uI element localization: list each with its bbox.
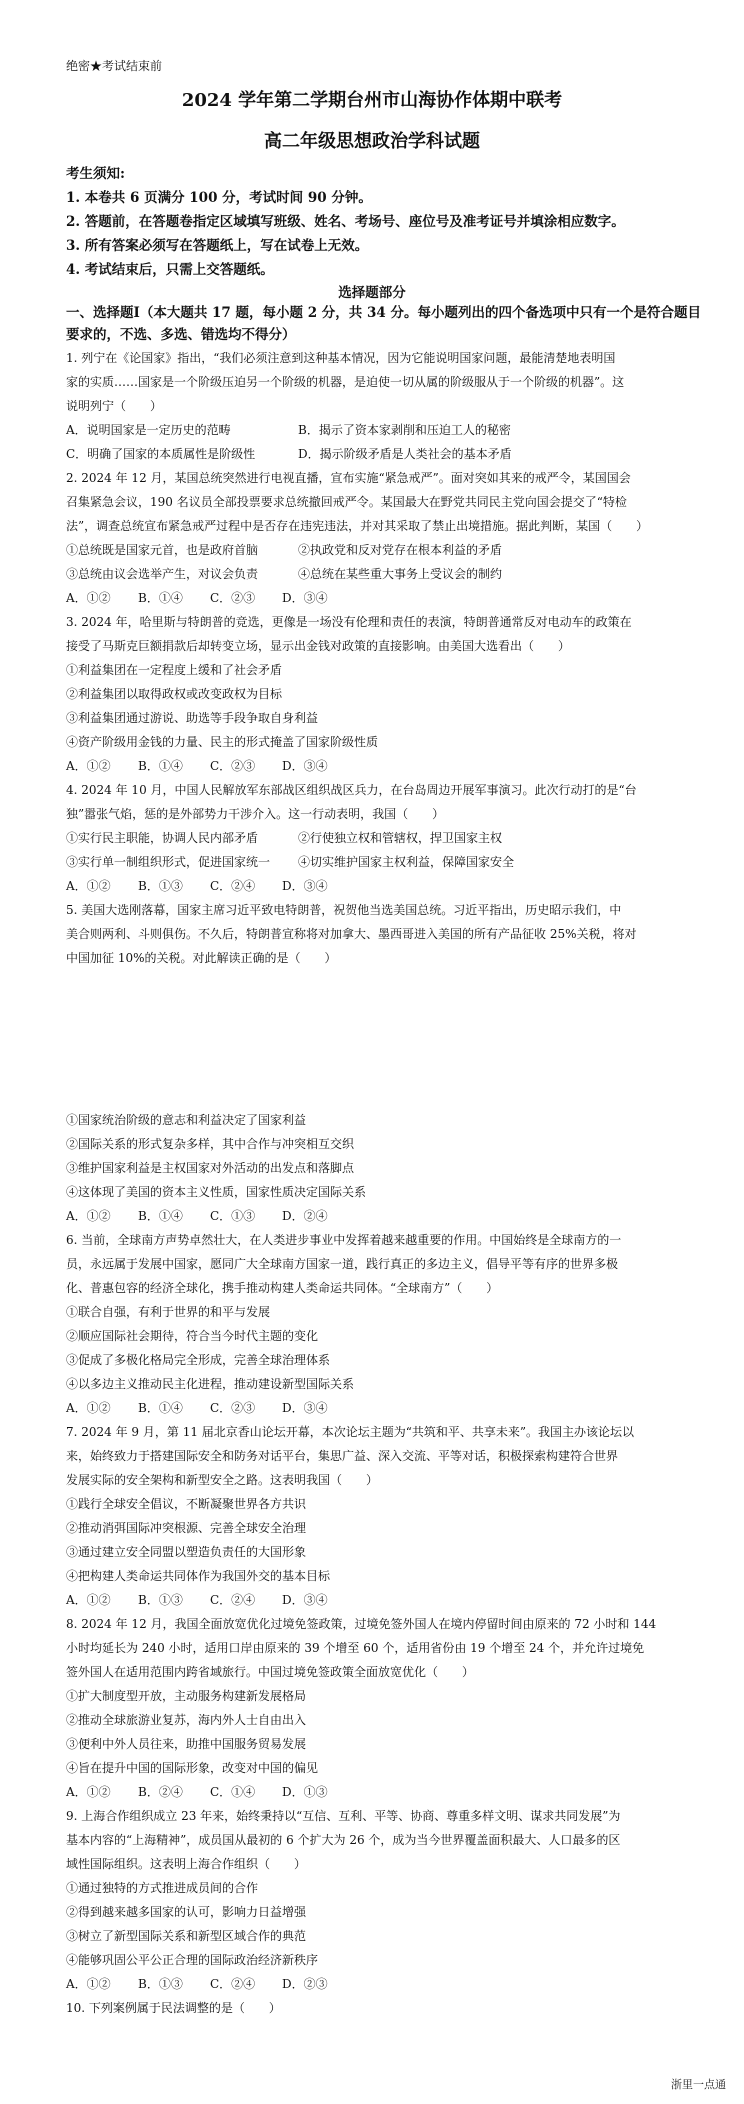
question-2: [66, 466, 681, 610]
option: A．①②: [66, 1209, 111, 1223]
notice-heading: 考生须知:: [66, 166, 125, 182]
question-stem: 9. 上海合作组织成立 23 年来，始终秉持以“互信、互利、平等、协商、尊重多样文明、谋求共同发展”为: [66, 1809, 621, 1823]
statement: ④旨在提升中国的国际形象，改变对中国的偏见: [66, 1761, 319, 1775]
option: B．②④: [138, 1785, 183, 1799]
option-row: [66, 874, 681, 898]
watermark: 浙里一点通: [671, 2078, 726, 2091]
question-stem: 召集紧急会议，190 名议员全部投票要求总统撤回戒严令。某国最大在野党共同民主党向国会提交了“特检: [66, 495, 627, 509]
option: C．②③: [210, 1401, 256, 1415]
option-row: [66, 418, 681, 442]
statement: ①践行全球安全倡议，不断凝聚世界各方共识: [66, 1497, 307, 1511]
question-5-options: [66, 1108, 681, 1228]
question-stem: 化、普惠包容的经济全球化，携手推动构建人类命运共同体。“全球南方”（ ）: [66, 1281, 499, 1295]
section-intro: 一、选择题Ⅰ（本大题共 17 题，每小题 2 分，共 34 分。每小题列出的四个备选项中只有一个是符合题目要求的，不选、多选、错选均不得分）: [66, 305, 701, 343]
option: B．①③: [138, 879, 183, 893]
option-row: [66, 1780, 681, 1804]
statement: ①实行民主职能，协调人民内部矛盾: [66, 831, 259, 845]
question-stem: 接受了马斯克巨额捐款后却转变立场，显示出金钱对政策的直接影响。由美国大选看出（ ）: [66, 639, 571, 653]
question-stem: 5. 美国大选刚落幕，国家主席习近平致电特朗普，祝贺他当选美国总统。习近平指出，历史昭示我们，中: [66, 903, 622, 917]
question-stem: 法”，调查总统宣布紧急戒严过程中是否存在违宪违法，并对其采取了禁止出境措施。据此判断，某国（ ）: [66, 519, 649, 533]
question-stem: 基本内容的“上海精神”，成员国从最初的 6 个扩大为 26 个，成为当今世界覆盖面积最大、人口最多的区: [66, 1833, 621, 1847]
question-6: [66, 1228, 681, 1420]
question-stem: 签外国人在适用范围内跨省域旅行。中国过境免签政策全面放宽优化（ ）: [66, 1665, 475, 1679]
statement: ④以多边主义推动民主化进程，推动建设新型国际关系: [66, 1377, 355, 1391]
option: B．①④: [138, 1401, 183, 1415]
statement: ②行使独立权和管辖权，捍卫国家主权: [298, 831, 503, 845]
option: A．①②: [66, 591, 111, 605]
question-4: [66, 778, 681, 898]
question-stem: 6. 当前，全球南方声势卓然壮大，在人类进步事业中发挥着越来越重要的作用。中国始终是全球南方的一: [66, 1233, 622, 1247]
question-stem: 小时均延长为 240 小时，适用口岸由原来的 39 个增至 60 个，适用省份由 19 个增至 24 个，并允许过境免: [66, 1641, 645, 1655]
question-stem: 美合则两利、斗则俱伤。不久后，特朗普宣称将对加拿大、墨西哥进入美国的所有产品征收 25%关税，将对: [66, 927, 637, 941]
statement: ②国际关系的形式复杂多样，其中合作与冲突相互交织: [66, 1137, 355, 1151]
option-row: [66, 1972, 681, 1996]
statement: ①联合自强，有利于世界的和平与发展: [66, 1305, 271, 1319]
question-stem: 10. 下列案例属于民法调整的是（ ）: [66, 2001, 281, 2015]
question-stem: 2. 2024 年 12 月，某国总统突然进行电视直播，宣布实施“紧急戒严”。面对突如其来的戒严令，某国国会: [66, 471, 631, 485]
question-stem: 独”嚣张气焰，惩的是外部势力干涉介入。这一行动表明，我国（ ）: [66, 807, 445, 821]
option: B．①③: [138, 1593, 183, 1607]
statement: ①利益集团在一定程度上缓和了社会矛盾: [66, 663, 283, 677]
question-5: [66, 898, 681, 970]
option: D．③④: [282, 1593, 328, 1607]
statement-row: [66, 538, 681, 562]
option: B．①④: [138, 591, 183, 605]
option: B．①④: [138, 1209, 183, 1223]
question-3: [66, 610, 681, 778]
option-row: [66, 442, 681, 466]
statement: ③总统由议会选举产生，对议会负责: [66, 567, 259, 581]
question-stem: 8. 2024 年 12 月，我国全面放宽优化过境免签政策，过境免签外国人在境内停留时间由原来的 72 小时和 144: [66, 1617, 657, 1631]
statement: ②得到越来越多国家的认可，影响力日益增强: [66, 1905, 307, 1919]
question-stem: 中国加征 10%的关税。对此解读正确的是（ ）: [66, 951, 337, 965]
question-stem: 7. 2024 年 9 月，第 11 届北京香山论坛开幕，本次论坛主题为“共筑和平、共享未来”。我国主办该论坛以: [66, 1425, 635, 1439]
statement-row: [66, 562, 681, 586]
statement-row: [66, 850, 681, 874]
option: C．明确了国家的本质属性是阶级性: [66, 447, 256, 461]
option: A．①②: [66, 759, 111, 773]
section-heading: 选择题部分: [338, 285, 406, 301]
statement: ④把构建人类命运共同体作为我国外交的基本目标: [66, 1569, 331, 1583]
question-stem: 域性国际组织。这表明上海合作组织（ ）: [66, 1857, 307, 1871]
question-1: [66, 346, 681, 466]
statement: ③促成了多极化格局完全形成，完善全球治理体系: [66, 1353, 331, 1367]
option: D．③④: [282, 591, 328, 605]
option: C．②③: [210, 759, 256, 773]
option: B．①③: [138, 1977, 183, 1991]
notice-item: 2. 答题前，在答题卷指定区域填写班级、姓名、考场号、座位号及准考证号并填涂相应数字。: [66, 214, 625, 230]
option: A．①②: [66, 1593, 111, 1607]
option-row: [66, 1588, 681, 1612]
question-10: [66, 1996, 681, 2020]
option: D．③④: [282, 879, 328, 893]
statement: ④资产阶级用金钱的力量、民主的形式掩盖了国家阶级性质: [66, 735, 379, 749]
statement: ④这体现了美国的资本主义性质，国家性质决定国际关系: [66, 1185, 367, 1199]
option: A．说明国家是一定历史的范畴: [66, 423, 231, 437]
statement: ③维护国家利益是主权国家对外活动的出发点和落脚点: [66, 1161, 355, 1175]
option: A．①②: [66, 1401, 111, 1415]
statement: ④切实维护国家主权利益，保障国家安全: [298, 855, 515, 869]
statement: ②执政党和反对党存在根本利益的矛盾: [298, 543, 503, 557]
question-7: [66, 1420, 681, 1612]
statement: ③便利中外人员往来，助推中国服务贸易发展: [66, 1737, 307, 1751]
option: D．①③: [282, 1785, 328, 1799]
option: D．②④: [282, 1209, 328, 1223]
option: A．①②: [66, 1785, 111, 1799]
option: D．揭示阶级矛盾是人类社会的基本矛盾: [298, 447, 512, 461]
question-stem: 1. 列宁在《论国家》指出，“我们必须注意到这种基本情况，因为它能说明国家问题，最能清楚地表明国: [66, 351, 616, 365]
statement: ③利益集团通过游说、助选等手段争取自身利益: [66, 711, 319, 725]
statement: ③树立了新型国际关系和新型区域合作的典范: [66, 1929, 307, 1943]
option: B．揭示了资本家剥削和压迫工人的秘密: [298, 423, 511, 437]
option-row: [66, 754, 681, 778]
statement: ①总统既是国家元首，也是政府首脑: [66, 543, 259, 557]
option: C．①③: [210, 1209, 256, 1223]
statement-row: [66, 826, 681, 850]
option: A．①②: [66, 879, 111, 893]
notice-block: [66, 162, 686, 282]
question-stem: 发展实际的安全架构和新型安全之路。这表明我国（ ）: [66, 1473, 379, 1487]
statement: ②顺应国际社会期待，符合当今时代主题的变化: [66, 1329, 319, 1343]
option: D．③④: [282, 1401, 328, 1415]
statement: ②推动消弭国际冲突根源、完善全球安全治理: [66, 1521, 307, 1535]
question-stem: 3. 2024 年，哈里斯与特朗普的竞选，更像是一场没有伦理和责任的表演，特朗普通常反对电动车的政策在: [66, 615, 632, 629]
option-row: [66, 586, 681, 610]
option-row: [66, 1204, 681, 1228]
exam-title: 2024 学年第二学期台州市山海协作体期中联考: [181, 90, 563, 111]
option-row: [66, 1396, 681, 1420]
statement: ①国家统治阶级的意志和利益决定了国家利益: [66, 1113, 307, 1127]
question-8: [66, 1612, 681, 1804]
question-stem: 来，始终致力于搭建国际安全和防务对话平台，集思广益、深入交流、平等对话，积极探索构建符合世界: [66, 1449, 619, 1463]
exam-subtitle: 高二年级思想政治学科试题: [264, 131, 480, 152]
option: D．③④: [282, 759, 328, 773]
statement: ③实行单一制组织形式，促进国家统一: [66, 855, 271, 869]
option: C．②③: [210, 591, 256, 605]
statement: ①通过独特的方式推进成员间的合作: [66, 1881, 259, 1895]
notice-item: 3. 所有答案必须写在答题纸上，写在试卷上无效。: [66, 238, 369, 254]
secret-mark: 绝密★考试结束前: [66, 59, 163, 73]
question-stem: 说明列宁（ ）: [66, 399, 163, 413]
question-stem: 员，永远属于发展中国家，愿同广大全球南方国家一道，践行真正的多边主义，倡导平等有序的世界多极: [66, 1257, 619, 1271]
statement: ④总统在某些重大事务上受议会的制约: [298, 567, 503, 581]
option: C．②④: [210, 1977, 256, 1991]
option: A．①②: [66, 1977, 111, 1991]
statement: ①扩大制度型开放，主动服务构建新发展格局: [66, 1689, 307, 1703]
statement: ③通过建立安全同盟以塑造负责任的大国形象: [66, 1545, 307, 1559]
option: C．②④: [210, 1593, 256, 1607]
option: C．①④: [210, 1785, 256, 1799]
statement: ④能够巩固公平公正合理的国际政治经济新秩序: [66, 1953, 319, 1967]
notice-item: 4. 考试结束后，只需上交答题纸。: [66, 262, 274, 278]
question-stem: 4. 2024 年 10 月，中国人民解放军东部战区组织战区兵力，在台岛周边开展军事演习。此次行动打的是“台: [66, 783, 637, 797]
option: C．②④: [210, 879, 256, 893]
question-9: [66, 1804, 681, 1996]
option: D．②③: [282, 1977, 328, 1991]
statement: ②利益集团以取得政权或改变政权为目标: [66, 687, 283, 701]
option: B．①④: [138, 759, 183, 773]
notice-item: 1. 本卷共 6 页满分 100 分，考试时间 90 分钟。: [66, 190, 372, 206]
question-stem: 家的实质……国家是一个阶级压迫另一个阶级的机器，是迫使一切从属的阶级服从于一个阶级的机器”。这: [66, 375, 625, 389]
statement: ②推动全球旅游业复苏，海内外人士自由出入: [66, 1713, 307, 1727]
